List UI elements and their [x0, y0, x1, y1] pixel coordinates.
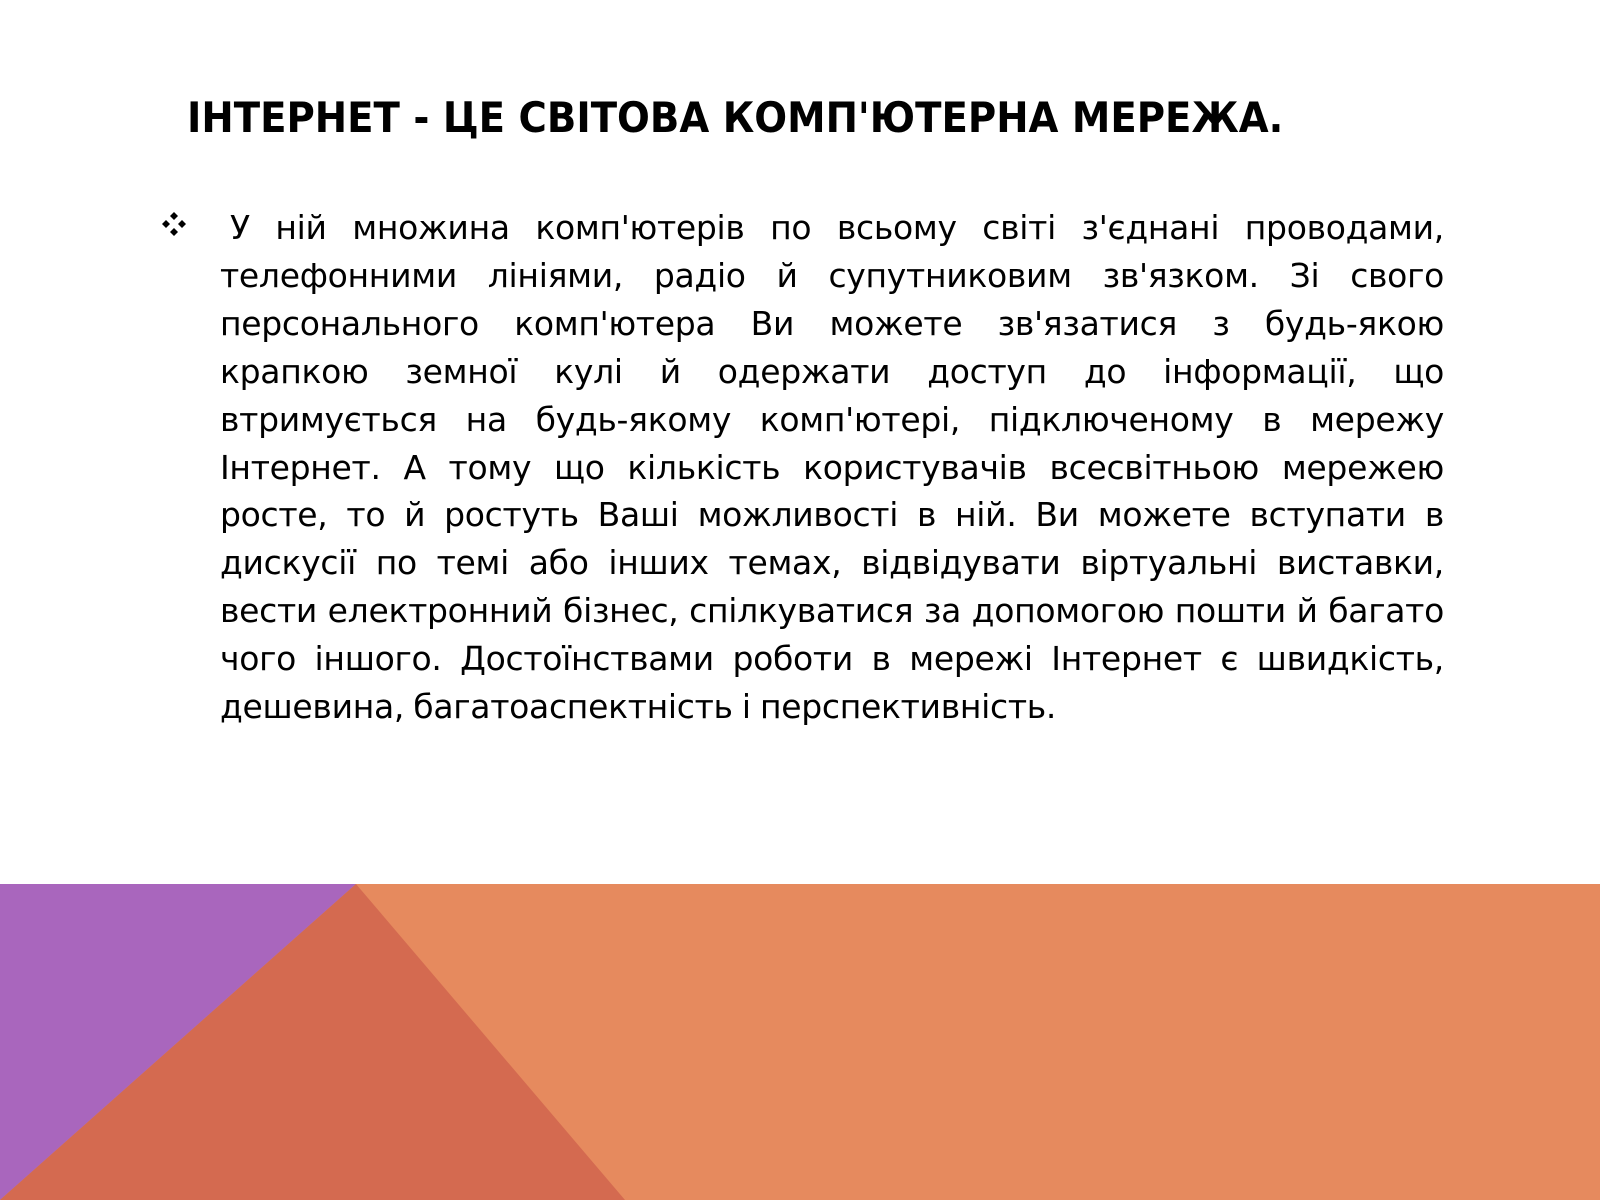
slide-title: ІНТЕРНЕТ - ЦЕ СВІТОВА КОМП'ЮТЕРНА МЕРЕЖА. — [187, 93, 1284, 142]
bullet-list — [160, 204, 1444, 731]
diamond-bullet-icon — [160, 210, 188, 238]
footer-decoration — [0, 884, 1600, 1200]
bullet-text: У ній множина комп'ютерів по всьому світі з'єднані проводами, телефонними лініями, радіо й супутниковим зв'язком. Зі свого персонального комп'ютера Ви можете зв'язатися з будь-якою крапкою земної кулі й одержати доступ до інформації, що втримується на будь-якому комп'ютері, підключеному в мережу Інтернет. А тому що кількість користувачів всесвітньою мережею росте, то й ростуть Ваші можливості в ній. Ви можете вступати в дискусії по темі або інших темах, відвідувати віртуальні виставки, вести електронний бізнес, спілкуватися за допомогою пошти й багато чого іншого. Достоїнствами роботи в мережі Інтернет є швидкість, дешевина, багатоаспектність і перспективність. — [220, 208, 1444, 727]
